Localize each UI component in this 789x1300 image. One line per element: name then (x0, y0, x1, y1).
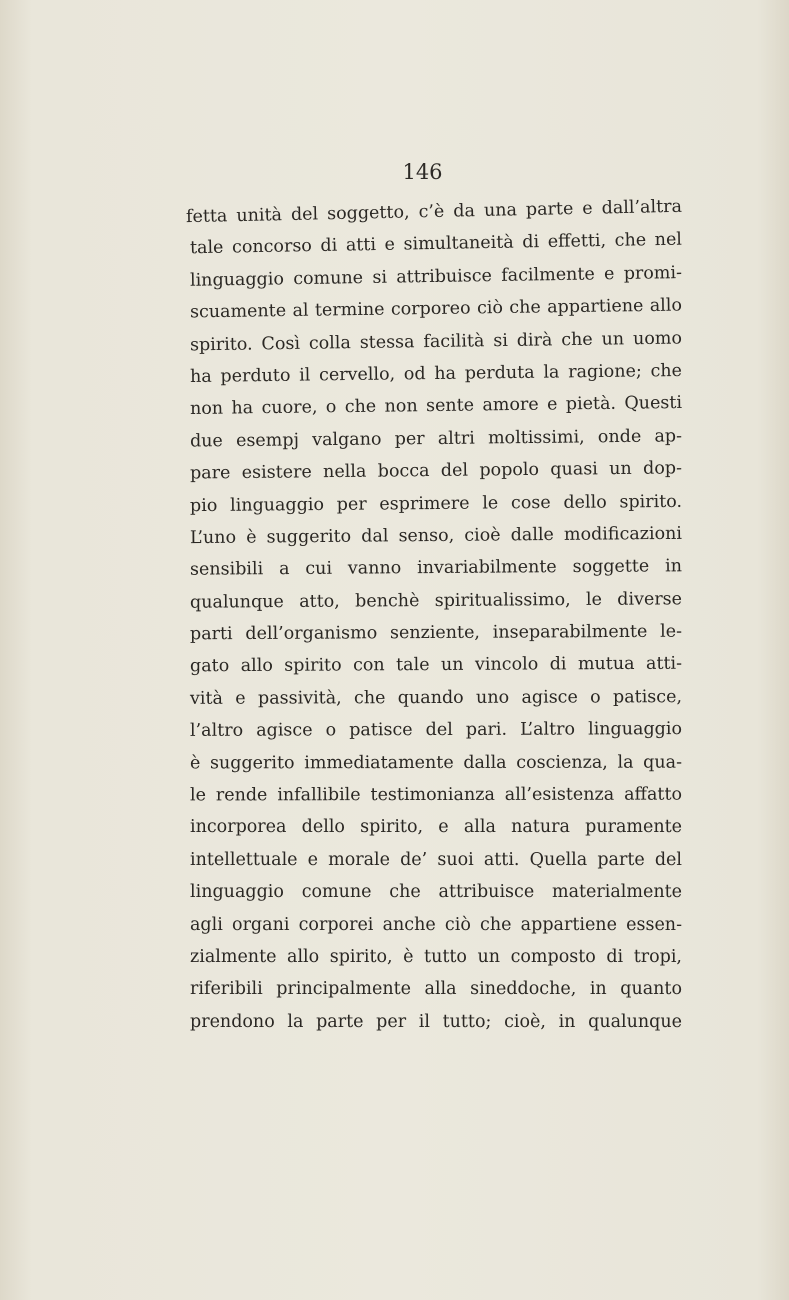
text-line: agli organi corporei anche ciò che appartiene essen- (190, 914, 682, 935)
page-number: 146 (402, 160, 443, 184)
text-line: gato allo spirito con tale un vincolo di mutua atti- (189, 654, 683, 677)
text-line: spirito. Così colla stessa facilità si dirà che un uomo (189, 328, 683, 355)
text-line: è suggerito immediatamente dalla coscienza, la qua- (189, 752, 683, 774)
text-line: zialmente allo spirito, è tutto un composto di tropi, (190, 946, 682, 967)
text-line: prendono la parte per il tutto; cioè, in qualunque (190, 1011, 682, 1032)
text-line: linguaggio comune che attribuisce materialmente (190, 882, 682, 903)
text-line: due esempj valgano per altri moltissimi, onde ap- (189, 426, 683, 452)
text-line: pio linguaggio per esprimere le cose dello spirito. (189, 491, 683, 516)
text-line: parti dell’organismo senziente, inseparabilmente le- (189, 621, 683, 645)
text-line: l’altro agisce o patisce del pari. L’altro linguaggio (189, 719, 683, 742)
text-line: non ha cuore, o che non sente amore e pietà. Questi (189, 393, 683, 420)
text-line: intellettuale e morale de’ suoi atti. Quella parte del (190, 849, 682, 870)
text-line: le rende infallibile testimonianza all’esistenza affatto (189, 784, 683, 806)
text-line: linguaggio comune si attribuisce facilmente e promi- (189, 262, 683, 291)
text-line: fetta unità del soggetto, c’è da una parte e dall’altra (185, 196, 683, 228)
text-line: vità e passività, che quando uno agisce o patisce, (189, 686, 683, 709)
text-line: scuamente al termine corporeo ciò che appartiene allo (189, 295, 683, 323)
text-line: ha perduto il cervello, od ha perduta la ragione; che (189, 360, 683, 387)
text-line: tale concorso di atti e simultaneità di effetti, che nel (189, 230, 683, 259)
text-line: sensibili a cui vanno invariabilmente soggette in (189, 556, 683, 580)
text-line: pare esistere nella bocca del popolo quasi un dop- (189, 458, 683, 484)
text-line: L’uno è suggerito dal senso, cioè dalle modificazioni (189, 523, 683, 549)
text-line: riferibili principalmente alla sineddoche, in quanto (190, 979, 682, 1000)
body-text (182, 196, 682, 1038)
text-line: incorporea dello spirito, e alla natura puramente (190, 817, 682, 838)
text-line: qualunque atto, benchè spiritualissimo, le diverse (189, 588, 683, 613)
